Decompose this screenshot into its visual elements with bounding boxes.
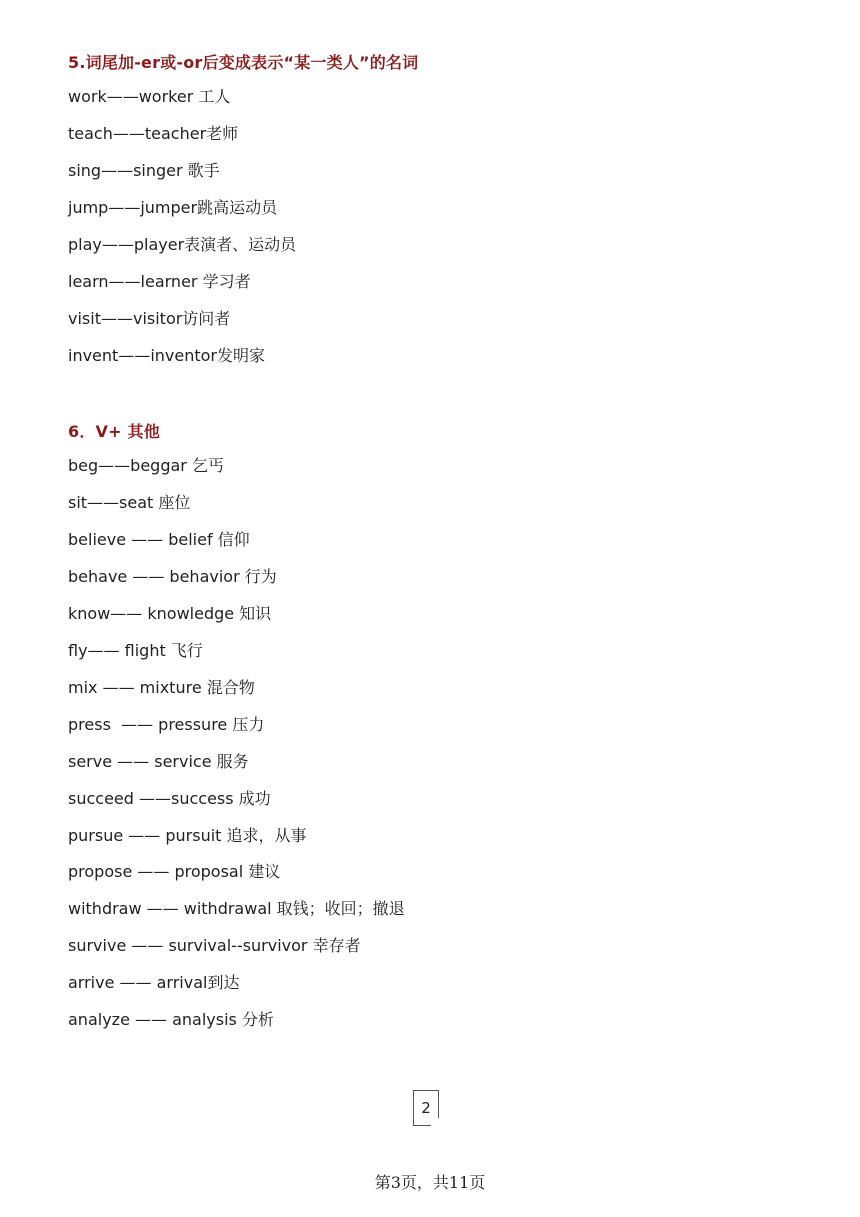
section-6-entry: arrive —— arrival到达 bbox=[68, 973, 240, 992]
section-6-entry: withdraw —— withdrawal 取钱；收回；撤退 bbox=[68, 899, 405, 918]
section-6-entry: pursue —— pursuit 追求，从事 bbox=[68, 826, 307, 845]
section-6-heading: 6．V+ 其他 bbox=[68, 422, 160, 441]
section-6-entry: analyze —— analysis 分析 bbox=[68, 1010, 274, 1029]
section-5-entry: learn——learner 学习者 bbox=[68, 272, 251, 291]
section-6-entry: fly—— flight 飞行 bbox=[68, 641, 203, 660]
section-5-entry: teach——teacher老师 bbox=[68, 124, 239, 143]
section-6-entry: press —— pressure 压力 bbox=[68, 715, 265, 734]
page-number-box bbox=[413, 1090, 439, 1126]
section-5-heading: 5.词尾加-er或-or后变成表示“某一类人”的名词 bbox=[68, 53, 419, 72]
page-number: 2 bbox=[421, 1099, 431, 1117]
section-6-entry: believe —— belief 信仰 bbox=[68, 530, 250, 549]
section-5-entry: jump——jumper跳高运动员 bbox=[68, 198, 278, 217]
section-5-entry: work——worker 工人 bbox=[68, 87, 231, 106]
section-6-entry: propose —— proposal 建议 bbox=[68, 862, 281, 881]
section-5-entry: play——player表演者、运动员 bbox=[68, 235, 297, 254]
page-footer: 第3页，共11页 bbox=[374, 1173, 486, 1192]
section-6-entry: behave —— behavior 行为 bbox=[68, 567, 277, 586]
section-6-entry: mix —— mixture 混合物 bbox=[68, 678, 255, 697]
section-6-entry: beg——beggar 乞丐 bbox=[68, 456, 224, 475]
section-5-entry: visit——visitor访问者 bbox=[68, 309, 231, 328]
section-5-entry: invent——inventor发明家 bbox=[68, 346, 265, 365]
section-6-entry: succeed ——success 成功 bbox=[68, 789, 271, 808]
section-6-entry: survive —— survival--survivor 幸存者 bbox=[68, 936, 361, 955]
section-6-entry: serve —— service 服务 bbox=[68, 752, 249, 771]
section-5-entry: sing——singer 歌手 bbox=[68, 161, 220, 180]
section-6-entry: know—— knowledge 知识 bbox=[68, 604, 272, 623]
section-6-entry: sit——seat 座位 bbox=[68, 493, 191, 512]
